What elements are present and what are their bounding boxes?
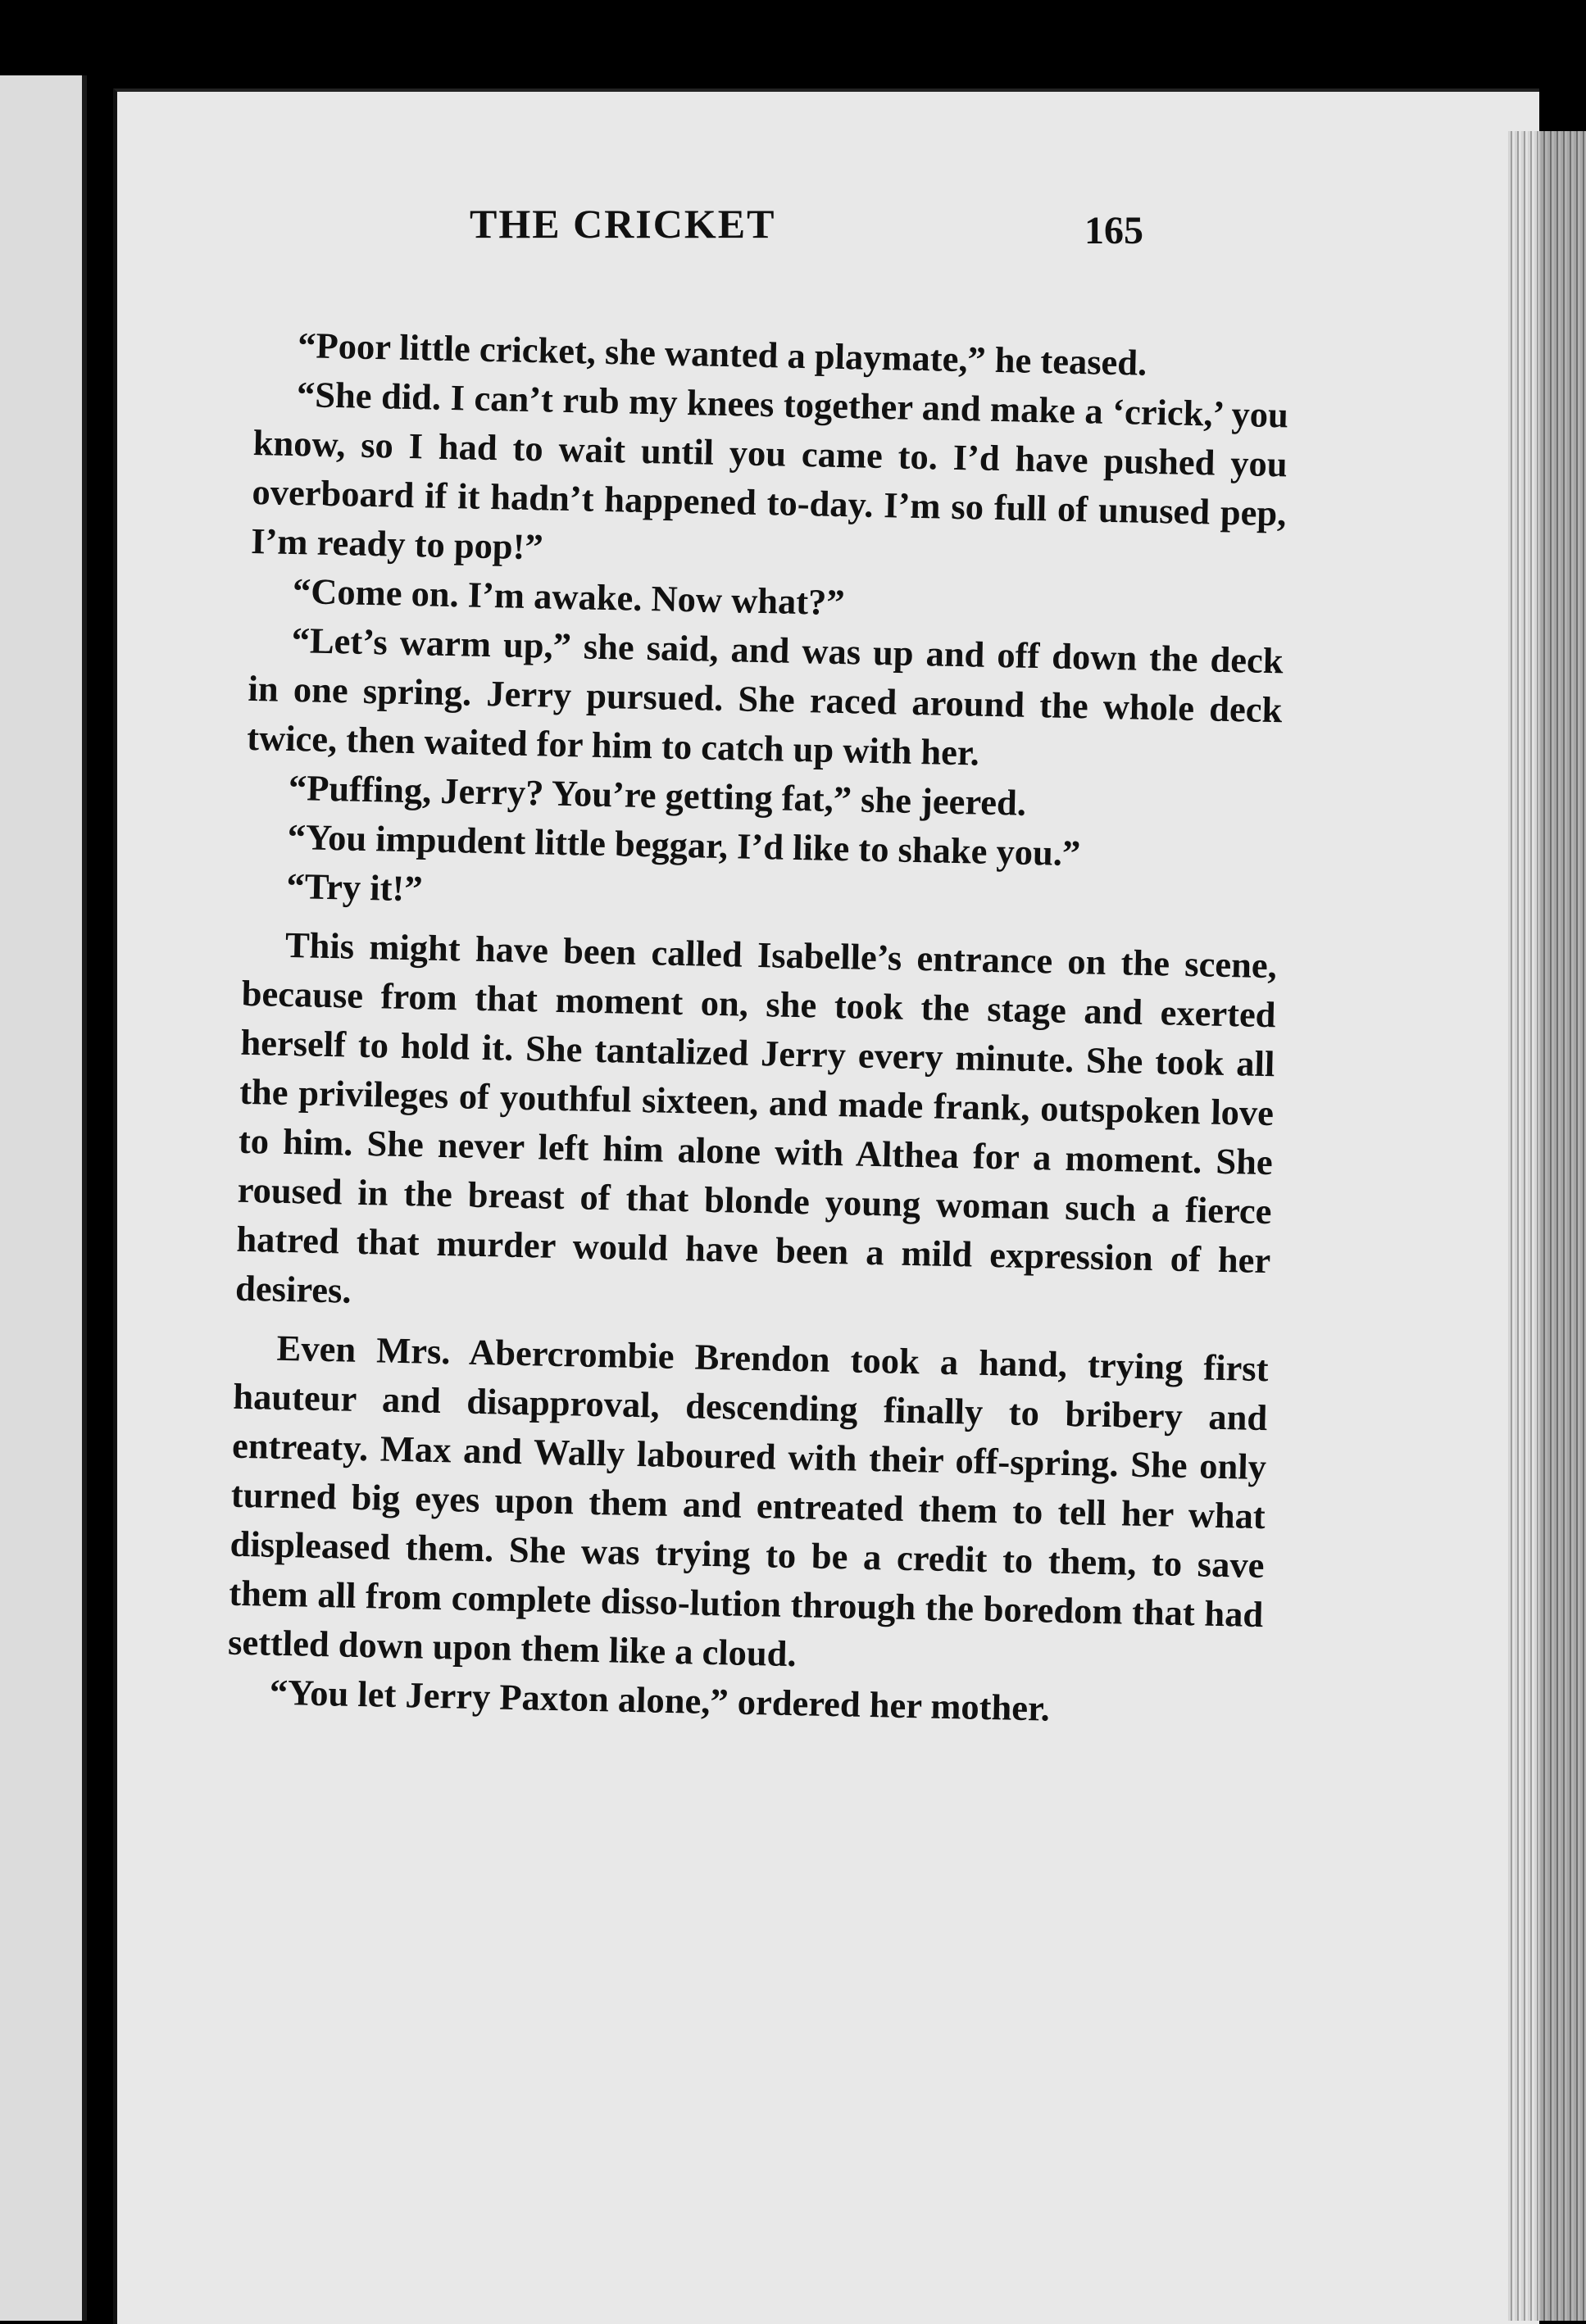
paragraph: “Puffing, Jerry? You’re getting fat,” she jeered.	[288, 766, 1027, 824]
paragraph: “Try it!”	[286, 865, 424, 910]
paragraph: This might have been called Isabelle’s entrance on the scene, because from that moment on, she took the stage and exerted herself to hold it. She tantalized Jerry every minute. She took all the privileges of youthful sixteen, and made frank, outspoken love to him. She never left him alone with Althea for a moment. She roused in the breast of that blonde young woman such a fierce hatred that murder would have been a mild expression of her desires.	[234, 924, 1278, 1311]
paragraph: “She did. I can’t rub my knees together and make a ‘crick,’ you know, so I had to wait until you came to. I’d have pushed you overboard if it hadn’t happened to-day. I’m so full of unused pep, I’m ready to pop!”	[250, 374, 1289, 568]
paragraph: “You impudent little beggar, I’d like to shake you.”	[287, 815, 1081, 874]
paragraph: “Come on. I’m awake. Now what?”	[292, 570, 846, 624]
facing-page-edge	[0, 75, 87, 2321]
paragraph: “Let’s warm up,” she said, and was up and off down the deck in one spring. Jerry pursued. She raced around the whole deck twice, then waited for him to catch up with her.	[246, 620, 1284, 774]
paragraph: Even Mrs. Abercrombie Brendon took a hand, trying first hauteur and disapproval, descending finally to bribery and entreaty. Max and Wally laboured with their off-spring. She only turned big eyes upon them and entreated them to tell her what displeased them. She was trying to be a credit to them, to save them all from complete disso-lution through the boredom that had settled down upon them like a cloud.	[227, 1327, 1269, 1675]
paragraph: “Poor little cricket, she wanted a playmate,” he teased.	[297, 325, 1147, 384]
body-text	[226, 320, 1289, 1737]
running-title: THE CRICKET	[470, 201, 776, 247]
page-fore-edge	[1508, 131, 1586, 2321]
page-number: 165	[1084, 209, 1143, 252]
paragraph: “You let Jerry Paxton alone,” ordered her mother.	[269, 1671, 1051, 1729]
